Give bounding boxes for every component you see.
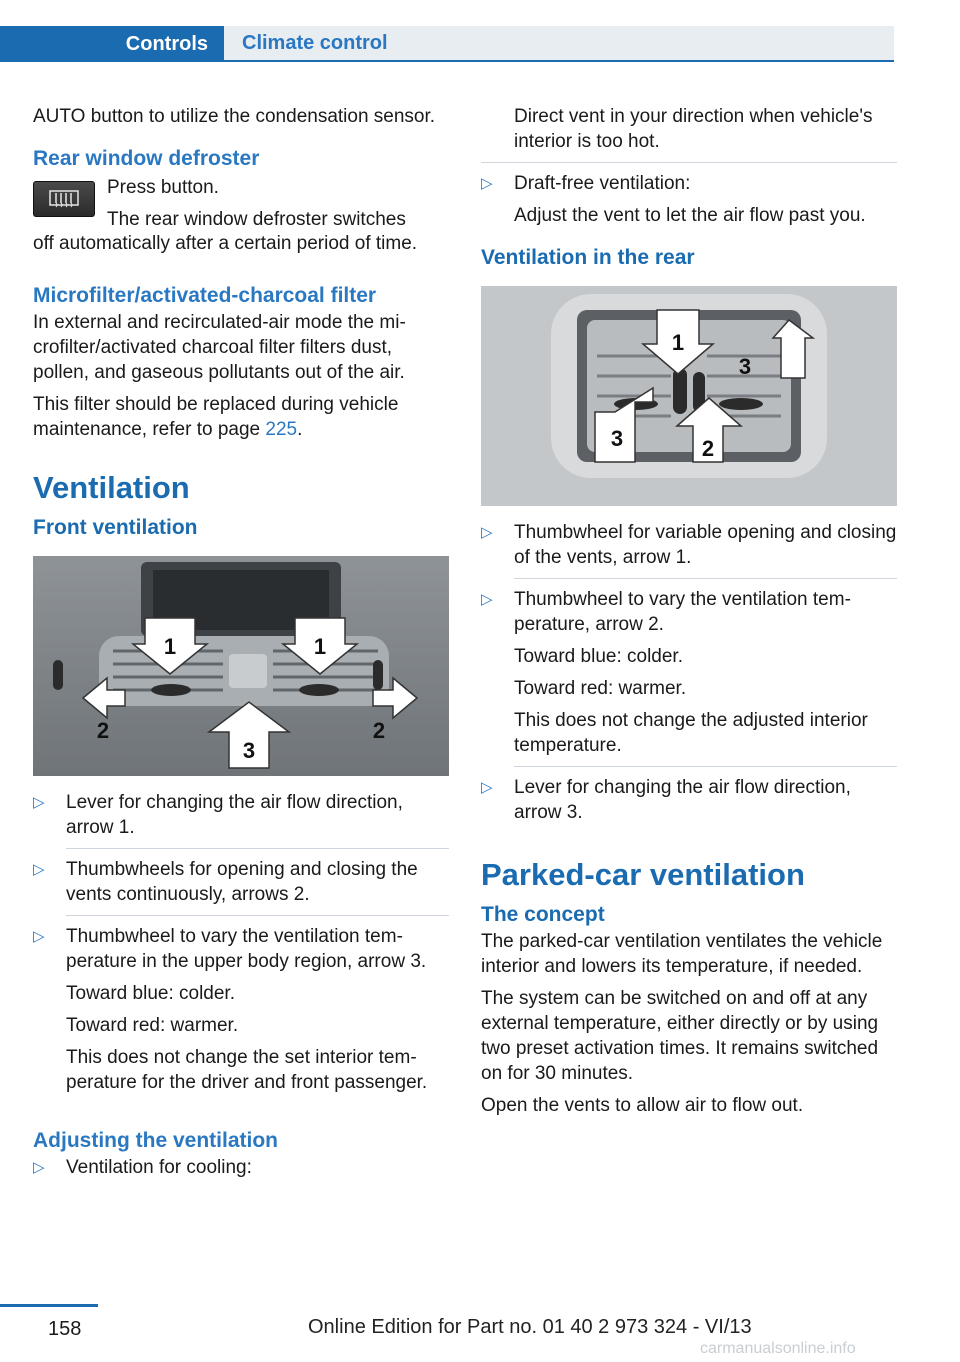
rear-arrow-label-3b: 3 xyxy=(610,426,624,451)
page-number: 158 xyxy=(48,1318,82,1340)
right-column xyxy=(481,104,897,1125)
parked-p3: Open the vents to allow air to flow out. xyxy=(481,1095,804,1116)
rear-defroster-line2-a: The rear window defroster switches xyxy=(107,209,406,230)
bullet-triangle-icon: ▷ xyxy=(481,175,493,192)
list-item: ▷ Lever for changing the air flow direction, arrow 1. xyxy=(33,790,449,849)
bullet-triangle-icon: ▷ xyxy=(481,779,493,796)
tab-climate-control[interactable]: Climate control xyxy=(224,26,894,62)
rear-defroster-line2-b: off automatically after a certain period of time. xyxy=(33,233,418,254)
footer-rule xyxy=(0,1304,98,1307)
rear-ventilation-photo xyxy=(481,286,897,506)
intro-text: AUTO button to utilize the condensation sensor. xyxy=(33,106,436,127)
front-arrow-label-1a: 1 xyxy=(163,634,177,659)
bullet-triangle-icon: ▷ xyxy=(33,861,45,878)
parked-car-ventilation-heading: Parked-car ventilation xyxy=(481,857,805,892)
watermark: carmanualsonline.info xyxy=(700,1340,856,1357)
list-item: ▷ Thumbwheel to vary the ventilation temperature, arrow 2. Toward blue: colder. Toward red: warmer. This does not change the adjusted interior temperature. xyxy=(481,587,897,767)
bullet-triangle-icon: ▷ xyxy=(481,591,493,608)
microfilter-heading: Microfilter/activated-charcoal filter xyxy=(33,284,377,307)
front-ventilation-list xyxy=(33,790,449,1095)
parked-p2: The system can be switched on and off at any external temperature, either directly or by using two preset activation times. It remains switched on for 30 minutes. xyxy=(481,988,879,1084)
bullet-triangle-icon: ▷ xyxy=(33,1159,45,1176)
front-arrow-label-2a: 2 xyxy=(96,718,110,743)
list-item: ▷ Thumbwheel for variable opening and closing of the vents, arrow 1. xyxy=(481,520,897,579)
front-ventilation-heading: Front ventilation xyxy=(33,516,198,539)
bullet-triangle-icon: ▷ xyxy=(33,794,45,811)
rear-arrow-label-1: 1 xyxy=(671,330,685,355)
header-tabs xyxy=(0,26,894,62)
microfilter-p2: This filter should be replaced during vehicle maintenance, refer to page 225. xyxy=(33,394,399,440)
list-item: ▷ Thumbwheel to vary the ventilation temperature in the upper body region, arrow 3. Toward blue: colder. Toward red: warmer. This does not change the set interior temperature for the driver and front passenger. xyxy=(33,926,428,1093)
tab-controls[interactable]: Controls xyxy=(0,26,224,62)
ventilation-heading: Ventilation xyxy=(33,470,190,505)
bullet-triangle-icon: ▷ xyxy=(33,928,45,945)
draft-list xyxy=(481,171,897,228)
page-link-225[interactable]: 225 xyxy=(265,419,298,440)
rear-arrow-label-3a: 3 xyxy=(738,354,752,379)
adjusting-list xyxy=(33,1155,449,1180)
parked-p1: The parked-car ventilation ventilates the vehicle interior and lowers its temperature, if needed. xyxy=(481,931,883,977)
bullet-triangle-icon: ▷ xyxy=(481,524,493,541)
rear-defroster-button-icon xyxy=(33,181,95,217)
front-arrow-label-3: 3 xyxy=(242,738,256,763)
left-column xyxy=(33,104,449,1187)
list-item: ▷ Ventilation for cooling: xyxy=(33,1157,252,1178)
rear-ventilation-heading: Ventilation in the rear xyxy=(481,246,695,269)
rear-ventilation-list xyxy=(481,520,897,825)
rear-defroster-heading: Rear window defroster xyxy=(33,147,260,170)
list-item: ▷ Draft-free ventilation: Adjust the vent to let the air flow past you. xyxy=(481,173,866,226)
adjusting-ventilation-heading: Adjusting the ventilation xyxy=(33,1129,278,1152)
microfilter-p1: In external and recirculated-air mode the microfilter/activated charcoal filter filters dust, pollen, and gaseous pollutants out of the air. xyxy=(33,312,406,383)
rear-arrow-label-2: 2 xyxy=(701,436,715,461)
front-ventilation-photo xyxy=(33,556,449,776)
rear-defroster-block xyxy=(33,175,449,239)
list-item: ▷ Thumbwheels for opening and closing the vents continuously, arrows 2. xyxy=(33,857,449,916)
list-item: ▷ Lever for changing the air flow direction, arrow 3. xyxy=(481,777,851,823)
rear-defroster-line1: Press button. xyxy=(107,177,219,198)
front-arrow-label-1b: 1 xyxy=(313,634,327,659)
edition-text: Online Edition for Part no. 01 40 2 973 324 - VI/13 xyxy=(308,1316,752,1338)
front-arrow-label-2b: 2 xyxy=(372,718,386,743)
concept-heading: The concept xyxy=(481,903,605,926)
cooling-continued: Direct vent in your direction when vehicle's interior is too hot. xyxy=(514,106,873,152)
